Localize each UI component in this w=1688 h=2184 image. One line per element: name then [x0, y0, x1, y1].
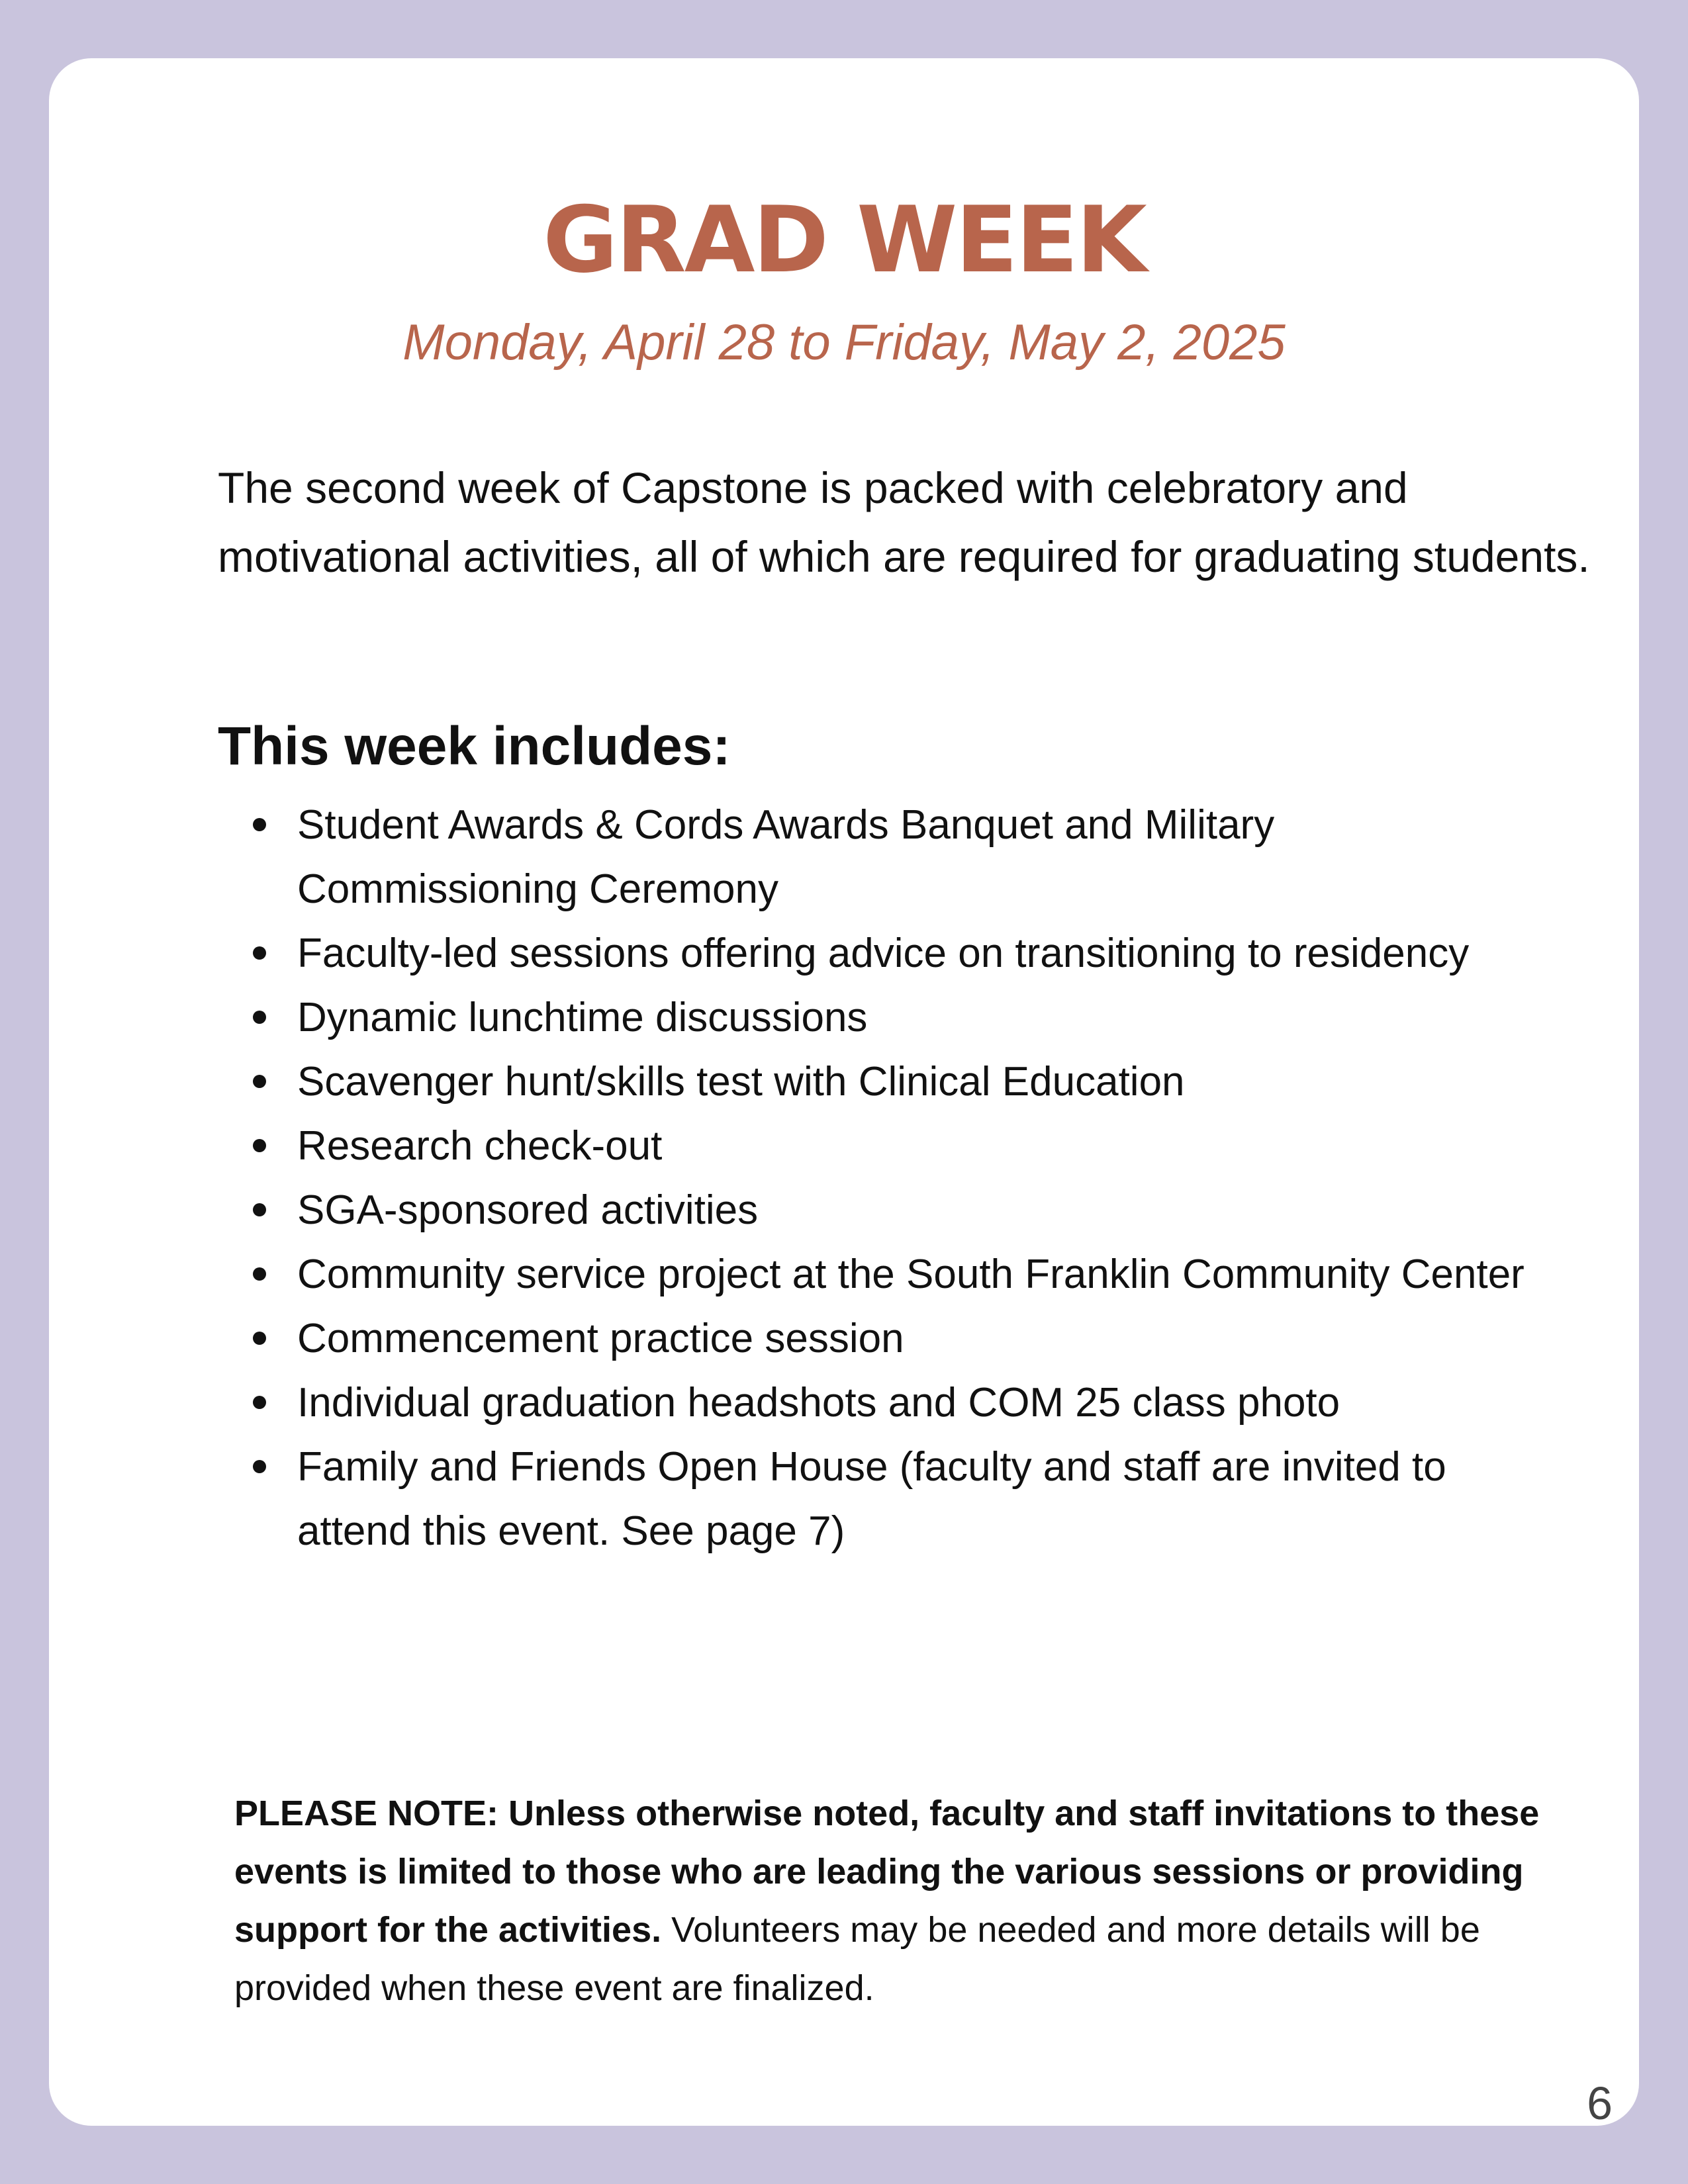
list-item — [218, 1435, 1548, 1563]
bullet-icon — [253, 818, 266, 831]
list-item — [218, 1178, 1548, 1242]
date-range-subtitle: Monday, April 28 to Friday, May 2, 2025 — [402, 314, 1286, 371]
list-item — [218, 985, 1548, 1050]
list-item-text: Student Awards & Cords Awards Banquet and Military Commissioning Ceremony — [297, 802, 1275, 912]
page-card — [49, 58, 1639, 2129]
list-item-text: Dynamic lunchtime discussions — [297, 995, 868, 1040]
bullet-icon — [253, 1139, 266, 1152]
list-item — [218, 921, 1548, 985]
list-item — [218, 793, 1548, 921]
bullet-icon — [253, 1267, 266, 1281]
note-bold-text: PLEASE NOTE: Unless otherwise noted, faculty and staff invitations to these events is limited to those who are leading the various sessions or providing support for the activities. — [234, 1794, 1540, 1950]
note-regular-text: Volunteers may be needed and more details will be provided when these event are finalized. — [234, 1910, 1480, 2008]
list-item-text: Individual graduation headshots and COM 25 class photo — [297, 1380, 1340, 1426]
page-title: GRAD WEEK — [543, 187, 1145, 293]
list-item — [218, 1371, 1548, 1435]
bullet-icon — [253, 1460, 266, 1473]
list-item-text: Research check-out — [297, 1123, 663, 1169]
list-item-text: SGA-sponsored activities — [297, 1187, 759, 1233]
list-item-text: Family and Friends Open House (faculty and staff are invited to attend this event. See page 7) — [297, 1444, 1446, 1554]
includes-heading: This week includes: — [218, 716, 731, 776]
list-item — [218, 1114, 1548, 1178]
please-note-paragraph — [234, 1784, 1585, 2017]
bullet-icon — [253, 1075, 266, 1088]
list-item-text: Community service project at the South Franklin Community Center — [297, 1251, 1524, 1297]
page-number: 6 — [1587, 2077, 1613, 2129]
list-item-text: Faculty-led sessions offering advice on transitioning to residency — [297, 931, 1470, 976]
activities-list — [218, 793, 1548, 1563]
bullet-icon — [253, 1396, 266, 1409]
bullet-icon — [253, 946, 266, 960]
list-item — [218, 1242, 1548, 1306]
list-item — [218, 1050, 1548, 1114]
bullet-icon — [253, 1203, 266, 1216]
list-item — [218, 1306, 1548, 1371]
bullet-icon — [253, 1332, 266, 1345]
list-item-text: Commencement practice session — [297, 1316, 904, 1361]
list-item-text: Scavenger hunt/skills test with Clinical Education — [297, 1059, 1185, 1105]
bullet-icon — [253, 1011, 266, 1024]
intro-paragraph: The second week of Capstone is packed with celebratory and motivational activities, all of which are required for graduating students. — [218, 463, 1590, 581]
